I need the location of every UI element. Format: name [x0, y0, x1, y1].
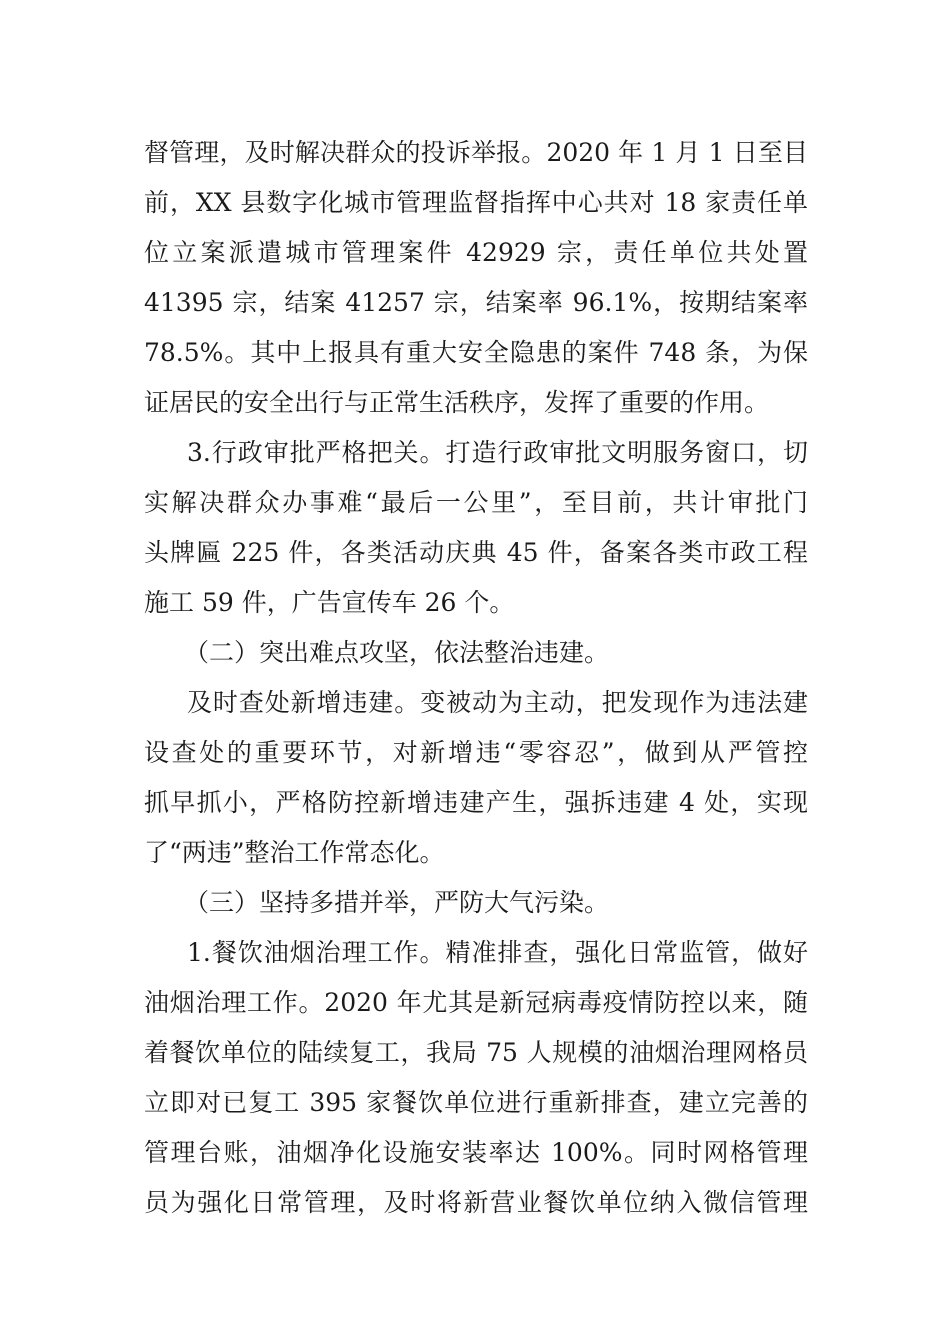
text-line: 着餐饮单位的陆续复工，我局 75 人规模的油烟治理网格员 — [144, 1038, 808, 1067]
text-line: 位立案派遣城市管理案件 42929 宗，责任单位共处置 — [144, 238, 808, 267]
text-line: （三）坚持多措并举，严防大气污染。 — [184, 888, 610, 917]
text-line: 前，XX 县数字化城市管理监督指挥中心共对 18 家责任单 — [144, 188, 808, 217]
text-line: 及时查处新增违建。变被动为主动，把发现作为违法建 — [187, 688, 808, 717]
text-line: 油烟治理工作。2020 年尤其是新冠病毒疫情防控以来，随 — [144, 988, 808, 1017]
text-line: 证居民的安全出行与正常生活秩序，发挥了重要的作用。 — [144, 388, 770, 417]
text-line: 78.5%。其中上报具有重大安全隐患的案件 748 条，为保 — [144, 338, 808, 367]
text-line: 抓早抓小，严格防控新增违建产生，强拆违建 4 处，实现 — [144, 788, 808, 817]
text-line: 了“两违”整治工作常态化。 — [144, 838, 445, 867]
document-page — [144, 128, 808, 1228]
text-line: 立即对已复工 395 家餐饮单位进行重新排查，建立完善的 — [144, 1088, 808, 1117]
text-line: （二）突出难点攻坚，依法整治违建。 — [184, 638, 610, 667]
text-line: 1.餐饮油烟治理工作。精准排查，强化日常监管，做好 — [187, 938, 808, 967]
text-line: 员为强化日常管理，及时将新营业餐饮单位纳入微信管理 — [144, 1188, 808, 1217]
text-line: 管理台账，油烟净化设施安装率达 100%。同时网格管理 — [144, 1138, 808, 1167]
text-line: 3.行政审批严格把关。打造行政审批文明服务窗口，切 — [187, 438, 808, 467]
text-line: 实解决群众办事难“最后一公里”，至目前，共计审批门 — [144, 488, 808, 517]
text-line: 41395 宗，结案 41257 宗，结案率 96.1%，按期结案率 — [144, 288, 808, 317]
text-line: 设查处的重要环节，对新增违“零容忍”，做到从严管控 — [144, 738, 808, 767]
text-line: 督管理，及时解决群众的投诉举报。2020 年 1 月 1 日至目 — [144, 138, 808, 167]
text-line: 施工 59 件，广告宣传车 26 个。 — [144, 588, 515, 617]
text-line: 头牌匾 225 件，各类活动庆典 45 件，备案各类市政工程 — [144, 538, 808, 567]
